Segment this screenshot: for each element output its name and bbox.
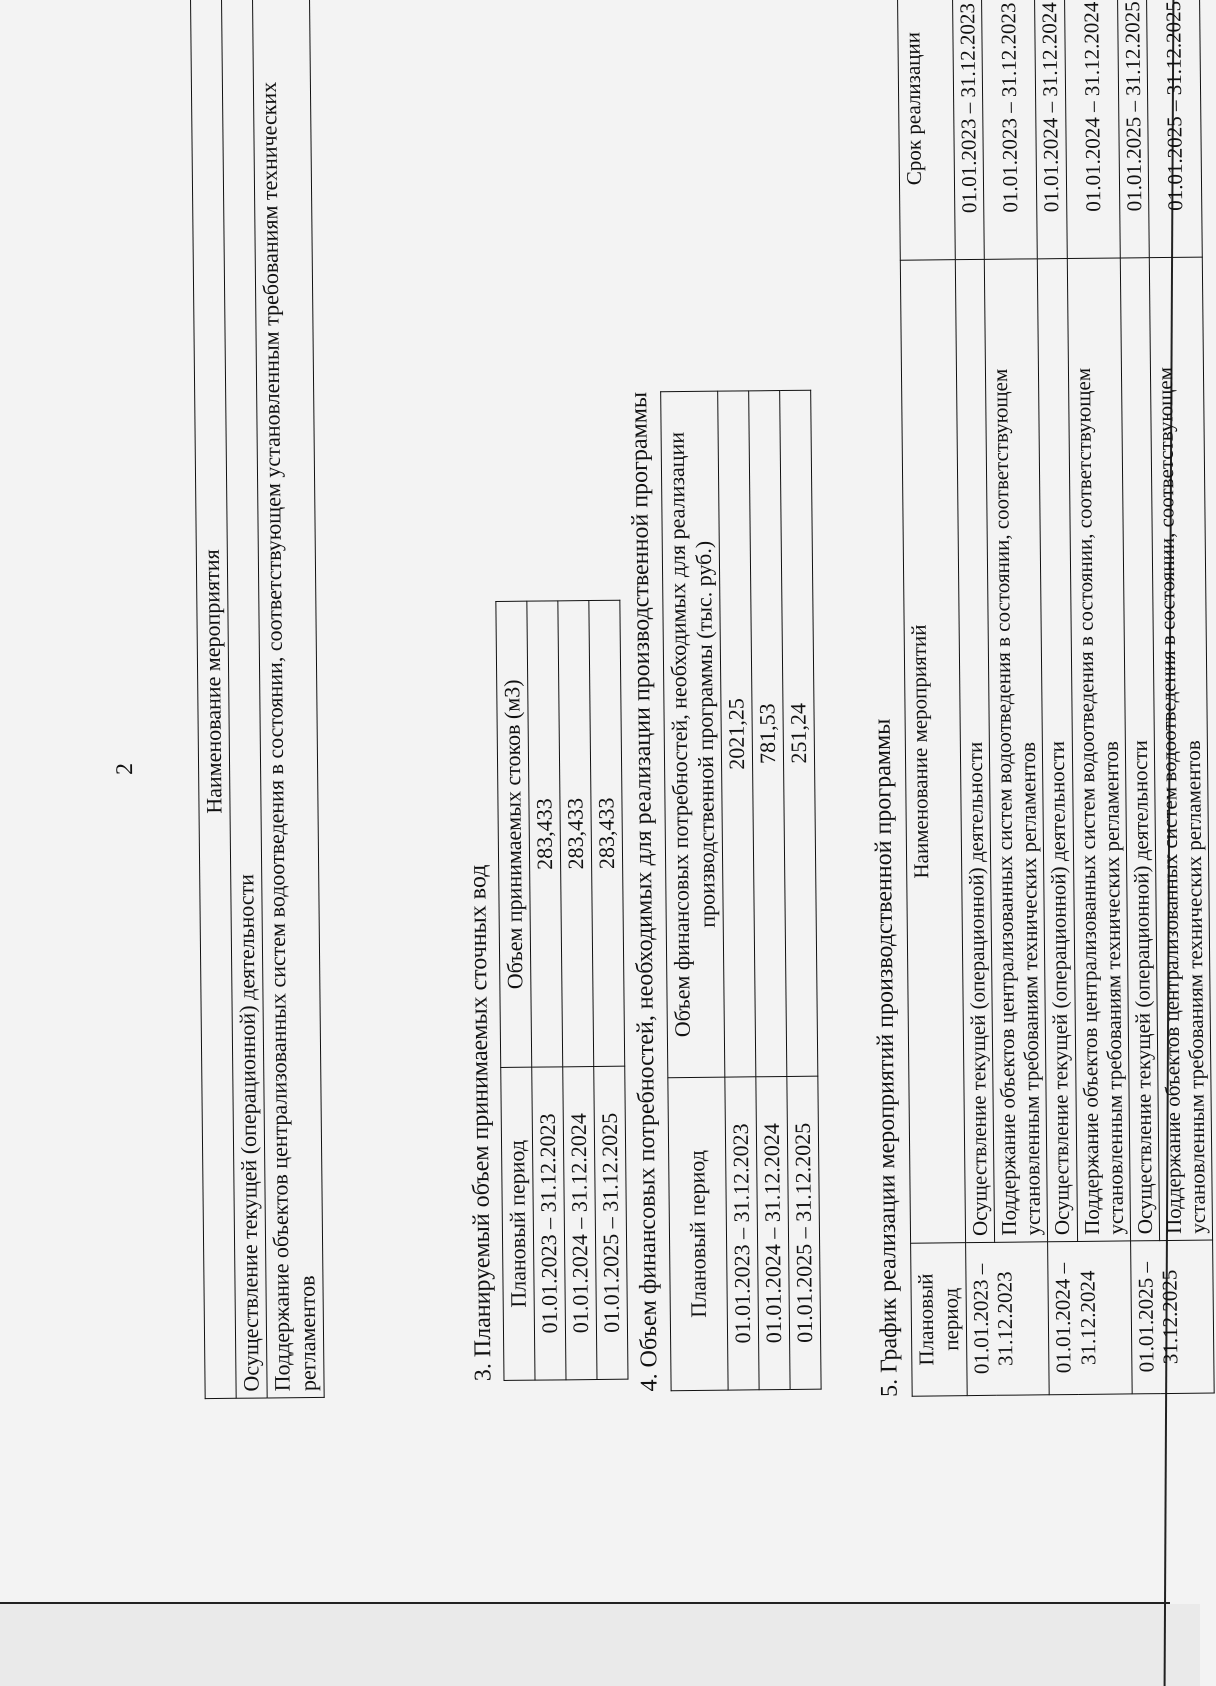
value-cell: 283,433	[558, 601, 594, 1067]
col-period-header: Плановый период	[501, 1067, 535, 1380]
col-term-header: Срок реализации	[897, 0, 955, 260]
term-cell: 01.01.2025 – 31.12.2025	[1146, 0, 1202, 258]
scan-background	[0, 1604, 1200, 1686]
schedule-item: Осуществление текущей (операционной) деятельности	[955, 259, 994, 1242]
schedule-item: Поддержание объектов централизованных систем водоотведения в состоянии, соответствующем установленным требованиям технических регламентов	[1149, 257, 1213, 1241]
schedule-item: Поддержание объектов централизованных систем водоотведения в состоянии, соответствующем установленным требованиям технических регламентов	[1067, 258, 1131, 1242]
col-volume-header: Объем принимаемых стоков (м3)	[496, 601, 532, 1067]
activities-header: Наименование мероприятия	[190, 0, 236, 1399]
activity-row: Осуществление текущей (операционной) деятельности	[221, 0, 267, 1398]
schedule-item: Осуществление текущей (операционной) деятельности	[1120, 258, 1159, 1241]
group-period-cell: 01.01.2025 – 31.12.2025	[1130, 1240, 1214, 1394]
activity-row: Поддержание объектов централизованных систем водоотведения в состоянии, соответствующем установленным требованиям технических регламентов	[252, 0, 324, 1398]
activities-table	[190, 0, 325, 1399]
col-period-header: Плановый период	[668, 1077, 728, 1391]
col-period-header: Плановый период	[911, 1243, 968, 1397]
term-cell: 01.01.2023 – 31.12.2023	[981, 0, 1037, 259]
term-cell: 01.01.2024 – 31.12.2024	[1035, 0, 1067, 259]
term-cell: 01.01.2023 – 31.12.2023	[952, 0, 984, 260]
schedule-table	[897, 0, 1215, 1397]
term-cell: 01.01.2024 – 31.12.2024	[1064, 0, 1120, 259]
group-period-cell: 01.01.2023 – 31.12.2023	[966, 1242, 1050, 1396]
period-cell: 01.01.2025 – 31.12.2025	[787, 1076, 821, 1389]
rotated-document-content	[104, 0, 1211, 1525]
period-cell: 01.01.2023 – 31.12.2023	[725, 1077, 759, 1390]
value-cell: 283,433	[589, 600, 625, 1066]
value-cell: 781,53	[749, 391, 787, 1077]
period-cell: 01.01.2023 – 31.12.2023	[532, 1067, 566, 1380]
value-cell: 283,433	[527, 601, 563, 1067]
group-period-cell: 01.01.2024 – 31.12.2024	[1048, 1241, 1132, 1395]
page-edge-bottom	[0, 1602, 1170, 1604]
period-cell: 01.01.2025 – 31.12.2025	[594, 1066, 628, 1379]
value-cell: 2021,25	[718, 391, 756, 1077]
col-name-header: Наименование мероприятий	[900, 260, 965, 1244]
page-number: 2	[112, 762, 139, 776]
value-cell: 251,24	[780, 390, 818, 1076]
schedule-item: Осуществление текущей (операционной) деятельности	[1038, 259, 1077, 1242]
term-cell: 01.01.2025 – 31.12.2025	[1117, 0, 1149, 258]
wastewater-volume-table	[495, 600, 628, 1381]
schedule-item: Поддержание объектов централизованных систем водоотведения в состоянии, соответствующем установленным требованиям технических регламентов	[984, 259, 1048, 1243]
section5-title: 5. График реализации мероприятий производственной программы	[869, 718, 903, 1398]
section3-title: 3. Планируемый объем принимаемых сточных вод	[465, 864, 497, 1382]
section4-title: 4. Объем финансовых потребностей, необходимых для реализации производственной программы	[626, 391, 663, 1392]
period-cell: 01.01.2024 – 31.12.2024	[756, 1076, 790, 1389]
period-cell: 01.01.2024 – 31.12.2024	[563, 1067, 597, 1380]
financial-needs-table	[660, 390, 821, 1392]
col-volume-header: Объем финансовых потребностей, необходимых для реализации производственной программы (тыс. руб.)	[661, 391, 725, 1078]
